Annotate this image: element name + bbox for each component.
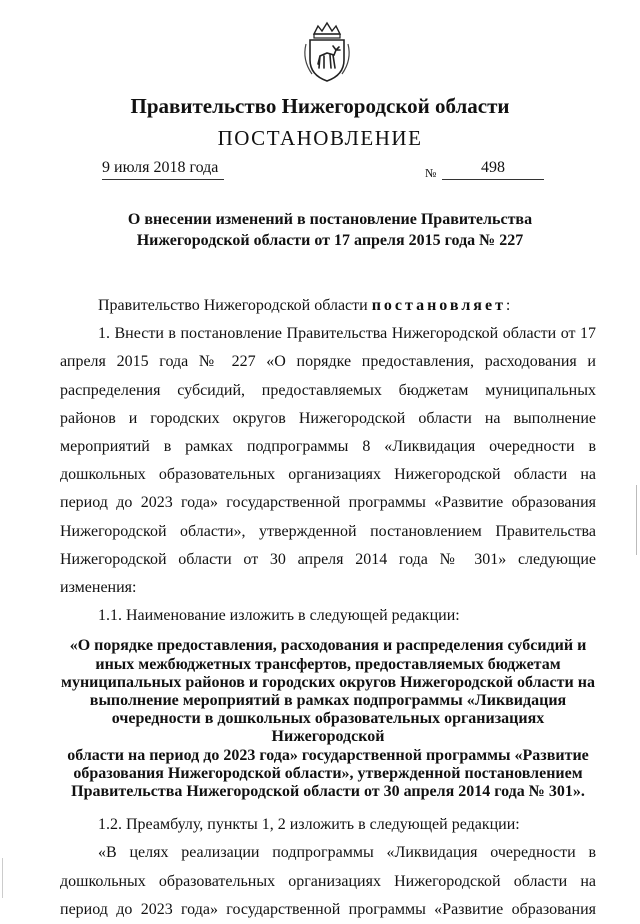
decree-paragraph (60, 292, 596, 320)
new-title-line: Правительства Нижегородской области от 30 апреля 2014 года № 301». (71, 783, 585, 801)
item-1-paragraph: 1. Внести в постановление Правительства Нижегородской области от 17 апреля 2015 года № 227 «О порядке предоставления, расходования и распределения субсидий, предоставляемых бюджетам муниципальных районов и городских округов Нижегородской области на выполнение мероприятий в рамках подпрограммы 8 «Ликвидация очередности в дошкольных образовательных организациях Нижегородской области на период до 2023 года» государственной программы «Развитие образования Нижегородской области», утвержденной постановлением Правительства Нижегородской области от 30 апреля 2014 года № 301» следующие изменения: (60, 325, 596, 597)
document-number: 498 (442, 159, 544, 180)
new-title-line: образования Нижегородской области», утвержденной постановлением (73, 764, 583, 782)
new-title-line: муниципальных районов и городских округов Нижегородской области на (61, 673, 595, 691)
decree-prefix: Правительство Нижегородской области (98, 297, 372, 314)
item-1-1-paragraph: 1.1. Наименование изложить в следующей редакции: (98, 607, 460, 625)
decree-suffix: : (505, 297, 511, 314)
number-label: № (425, 166, 437, 180)
subject-line: Нижегородской области от 17 апреля 2015 года № 227 (136, 232, 524, 249)
new-title-line: очередности в дошкольных образовательных организациях Нижегородской (111, 710, 545, 746)
document-subject (110, 209, 550, 251)
document-body (60, 292, 596, 924)
new-title-block (60, 630, 596, 811)
nizhny-novgorod-coat-of-arms-icon (300, 20, 354, 84)
subject-line: О внесении изменений в постановление Правительства (127, 211, 533, 228)
item-1-2-paragraph: 1.2. Преамбулу, пункты 1, 2 изложить в следующей редакции: (98, 816, 520, 834)
government-title: Правительство Нижегородской области (130, 94, 510, 118)
scan-margin-mark (636, 485, 637, 555)
new-title-line: иных межбюджетных трансфертов, предоставляемых бюджетам (95, 655, 561, 673)
new-title-line: выполнение мероприятий в рамках подпрограммы «Ликвидация (89, 692, 567, 710)
document-date: 9 июля 2018 года (102, 159, 224, 180)
decree-word: постановляет (371, 297, 506, 314)
new-title-line: области на период до 2023 года» государственной программы «Развитие (67, 746, 589, 764)
document-type: ПОСТАНОВЛЕНИЕ (217, 126, 423, 150)
new-title-line: «О порядке предоставления, расходования и распределения субсидий и (69, 637, 587, 655)
scan-margin-mark (2, 858, 3, 898)
quote-paragraph: «В целях реализации подпрограммы «Ликвидация очередности в дошкольных образовательных организациях Нижегородской области на период до 2023 года» государственной программы «Развитие образования (60, 844, 596, 918)
